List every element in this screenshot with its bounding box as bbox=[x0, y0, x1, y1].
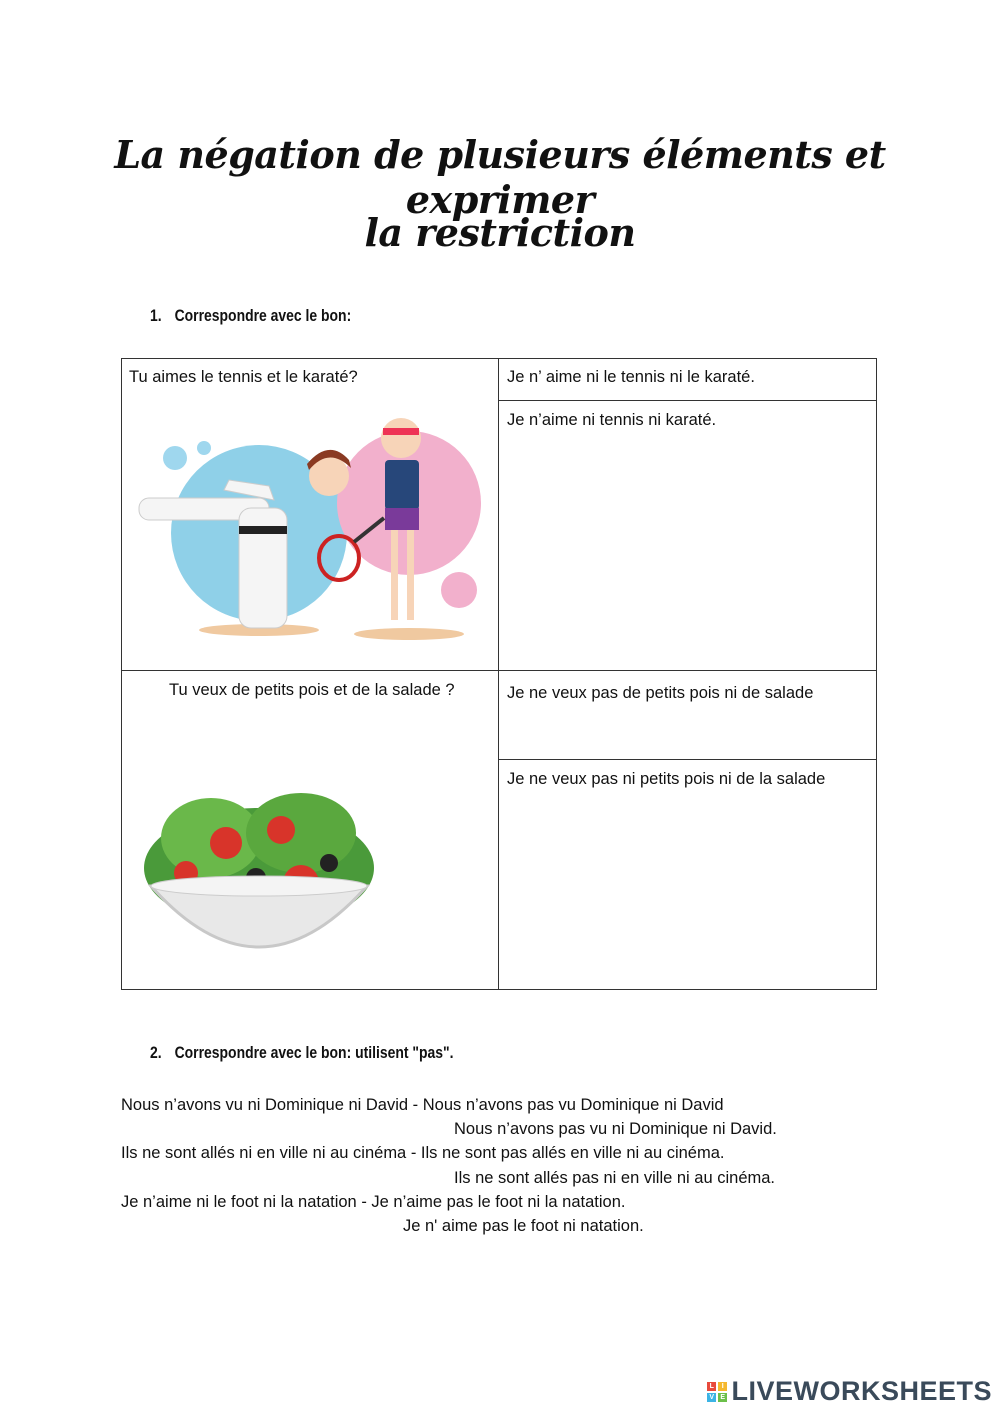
logo-letter: L bbox=[707, 1382, 716, 1391]
section1-number: 1. bbox=[150, 306, 162, 325]
worksheet-title-line1: La négation de plusieurs éléments et exprimer bbox=[114, 132, 886, 222]
tennis-head bbox=[381, 418, 421, 458]
section1-heading bbox=[150, 306, 351, 326]
exercise-line[interactable]: Je n' aime pas le foot ni natation. bbox=[403, 1217, 644, 1235]
olive bbox=[320, 854, 338, 872]
exercise-line[interactable]: Ils ne sont allés ni en ville ni au cinéma - Ils ne sont pas allés en ville ni au cinéma. bbox=[121, 1144, 725, 1162]
matching-table bbox=[121, 358, 877, 990]
logo-letter: E bbox=[720, 1393, 726, 1401]
q1-option-a[interactable]: Je n’ aime ni le tennis ni le karaté. bbox=[507, 368, 755, 386]
bubble bbox=[197, 441, 211, 455]
tomato bbox=[267, 816, 295, 844]
salad-illustration bbox=[131, 768, 391, 973]
logo-letter: V bbox=[709, 1393, 715, 1401]
tennis-leg bbox=[391, 530, 398, 620]
q1-prompt: Tu aimes le tennis et le karaté? bbox=[129, 368, 358, 386]
exercise-line[interactable]: Je n’aime ni le foot ni la natation - Je n’aime pas le foot ni la natation. bbox=[121, 1193, 626, 1211]
bubble bbox=[441, 572, 477, 608]
bowl-rim bbox=[151, 876, 367, 896]
bubble bbox=[163, 446, 187, 470]
table-border-right bbox=[876, 358, 877, 990]
table-border-left bbox=[121, 358, 122, 990]
q1-option-b[interactable]: Je n’aime ni tennis ni karaté. bbox=[507, 411, 717, 429]
exercise-line[interactable]: Nous n’avons vu ni Dominique ni David - Nous n’avons pas vu Dominique ni David bbox=[121, 1096, 724, 1114]
shadow bbox=[354, 628, 464, 640]
q2-prompt: Tu veux de petits pois et de la salade ? bbox=[169, 681, 455, 699]
section1-heading-text: Correspondre avec le bon: bbox=[174, 306, 352, 325]
section2-heading-text: Correspondre avec le bon: utilisent "pas". bbox=[174, 1043, 454, 1062]
liveworksheets-brand bbox=[707, 1376, 992, 1407]
section2-number: 2. bbox=[150, 1043, 162, 1062]
tennis-headband bbox=[383, 428, 419, 435]
q2-option-b[interactable]: Je ne veux pas ni petits pois ni de la salade bbox=[507, 770, 826, 788]
table-border-bottom bbox=[121, 989, 877, 990]
tomato bbox=[210, 827, 242, 859]
q2-option-a[interactable]: Je ne veux pas de petits pois ni de salade bbox=[507, 684, 814, 702]
karate-belt bbox=[239, 526, 287, 534]
worksheet-title-line2: la restriction bbox=[364, 210, 636, 255]
lettuce bbox=[246, 793, 356, 873]
karate-tennis-illustration bbox=[129, 408, 489, 648]
logo-letter: I bbox=[718, 1382, 727, 1391]
liveworksheets-logo bbox=[707, 1382, 727, 1402]
tennis-shirt bbox=[385, 460, 419, 510]
exercise-line[interactable]: Nous n’avons pas vu ni Dominique ni David. bbox=[454, 1120, 777, 1138]
section2-heading bbox=[150, 1043, 454, 1063]
exercise-line[interactable]: Ils ne sont allés pas ni en ville ni au cinéma. bbox=[454, 1169, 776, 1187]
tennis-shorts bbox=[385, 508, 419, 530]
tennis-leg bbox=[407, 530, 414, 620]
brand-name: LIVEWORKSHEETS bbox=[731, 1376, 992, 1406]
